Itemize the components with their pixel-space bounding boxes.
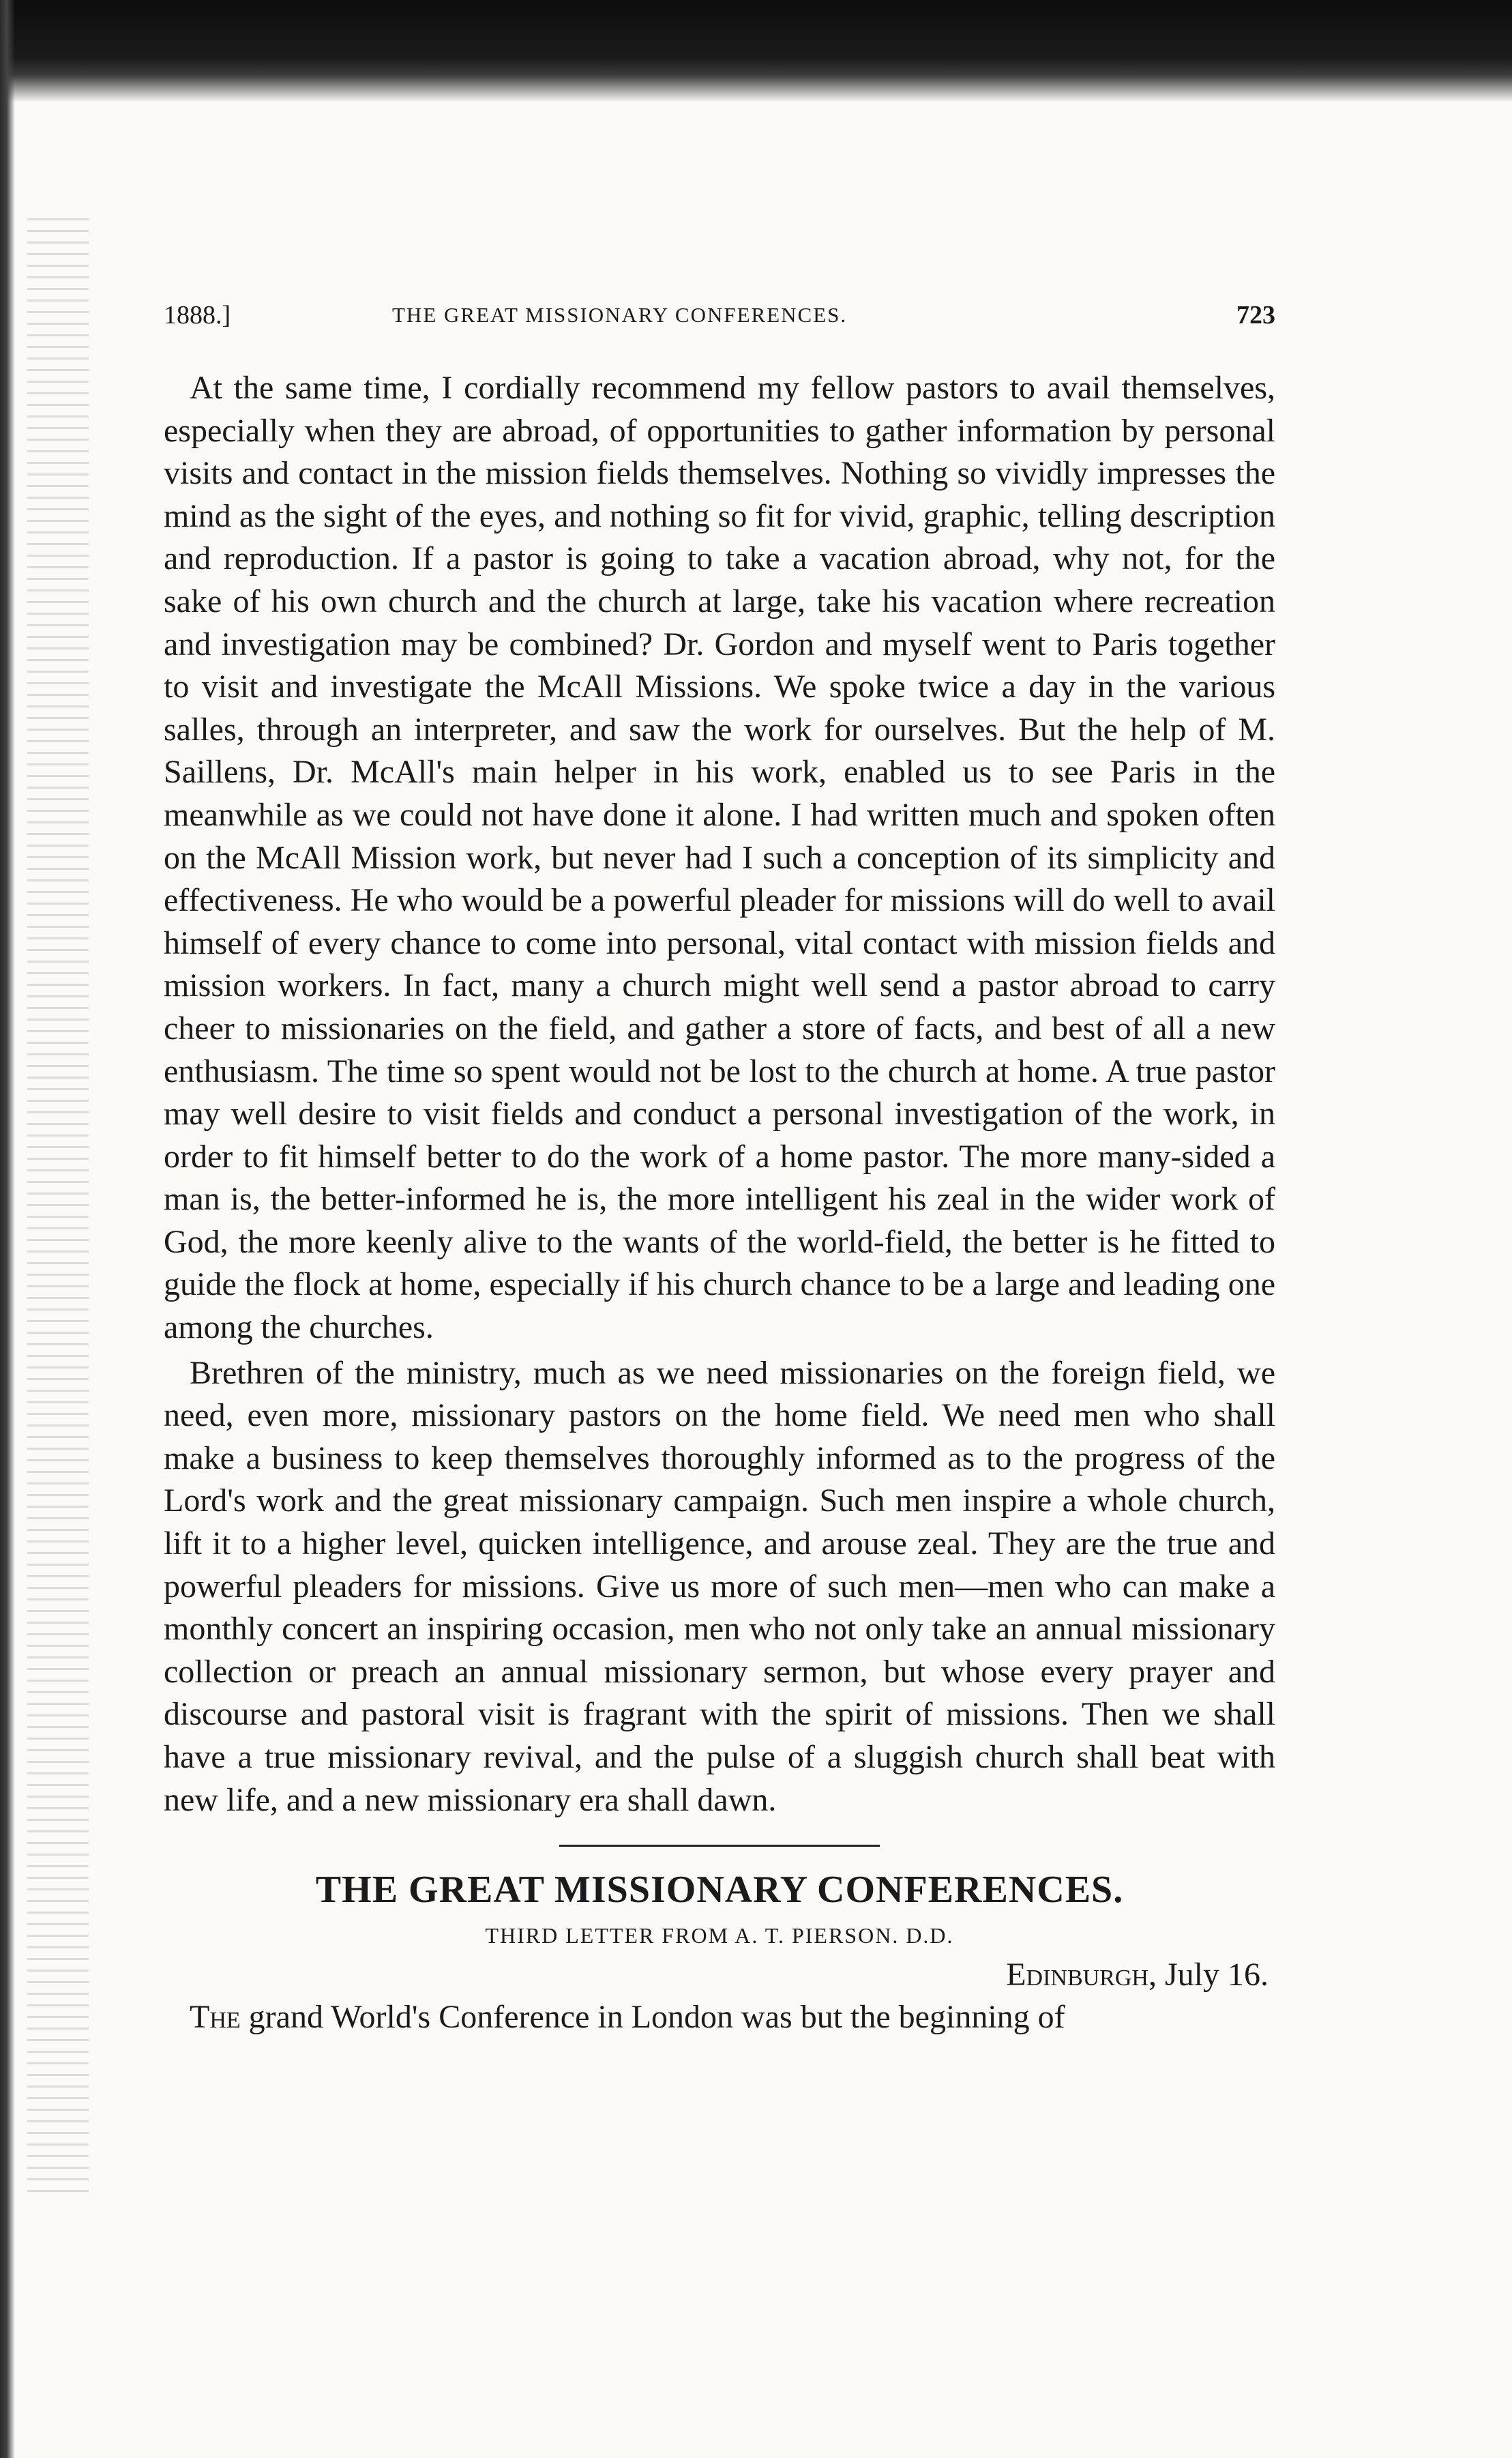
dateline-date: July 16. bbox=[1164, 1957, 1269, 1993]
document-page bbox=[164, 273, 1275, 2038]
paragraph: Brethren of the ministry, much as we need missionaries on the foreign field, we need, even more, missionary pastors on the home field. We need men who shall make a business to keep themselves thoroughly informed as to the progress of the Lord's work and the great missionary campaign. Such men inspire a whole church, lift it to a higher level, quicken intelligence, and arouse zeal. They are the true and powerful pleaders for missions. Give us more of such men—men who can make a monthly concert an inspiring occasion, men who not only take an annual missionary collection or preach an annual missionary sermon, but whose every prayer and discourse and pastoral visit is fragrant with the spirit of missions. Then we shall have a true missionary revival, and the pulse of a sluggish church shall beat with new life, and a new missionary era shall dawn. bbox=[164, 1354, 1275, 1818]
paragraph: At the same time, I cordially recommend my fellow pastors to avail themselves, especially when they are abroad, of opportunities to gather information by personal visits and contact in the mission fields themselves. Nothing so vividly impresses the mind as the sight of the eyes, and nothing so fit for vivid, graphic, telling description and reproduction. If a pastor is going to take a vacation abroad, why not, for the sake of his own church and the church at large, take his vacation where recreation and investigation may be combined? Dr. Gordon and myself went to Paris together to visit and investigate the McAll Missions. We spoke twice a day in the various salles, through an interpreter, and saw the work for ourselves. But the help of M. Saillens, Dr. McAll's main helper in his work, enabled us to see Paris in the meanwhile as we could not have done it alone. I had written much and spoken often on the McAll Mission work, but never had I such a conception of its simplicity and effectiveness. He who would be a powerful pleader for missions will do well to avail himself of every chance to come into personal, vital contact with mission fields and mission workers. In fact, many a church might well send a pastor abroad to carry cheer to missionaries on the field, and gather a store of facts, and best of all a new enthusiasm. The time so spent would not be lost to the church at home. A true pastor may well desire to visit fields and conduct a personal investigation of the work, in order to fit himself better to do the work of a home pastor. The more many-sided a man is, the better-informed he is, the more intelligent his zeal in the wider work of God, the more keenly alive to the wants of the world-field, the better is he fitted to guide the flock at home, especially if his church chance to be a large and leading one among the churches. bbox=[164, 370, 1275, 1346]
dateline-place: Edinburgh, bbox=[1006, 1957, 1157, 1993]
lead-word: The bbox=[190, 1999, 241, 2036]
dateline bbox=[164, 1954, 1269, 1996]
scan-top-edge bbox=[0, 0, 1512, 102]
section-divider bbox=[559, 1845, 880, 1847]
article-title: THE GREAT MISSIONARY CONFERENCES. bbox=[315, 1869, 1124, 1912]
page-number: 723 bbox=[1236, 301, 1275, 330]
first-line-text: grand World's Conference in London was but the beginning of bbox=[248, 1999, 1065, 2036]
running-head-title: THE GREAT MISSIONARY CONFERENCES. bbox=[392, 303, 848, 327]
article-subtitle: THIRD LETTER FROM A. T. PIERSON. D.D. bbox=[485, 1923, 954, 1948]
article-first-line bbox=[164, 1996, 1275, 2038]
running-head bbox=[164, 273, 1275, 334]
binding-shadow bbox=[27, 218, 89, 2197]
running-head-year: 1888.] bbox=[164, 301, 231, 330]
scan-left-edge bbox=[0, 0, 15, 2458]
